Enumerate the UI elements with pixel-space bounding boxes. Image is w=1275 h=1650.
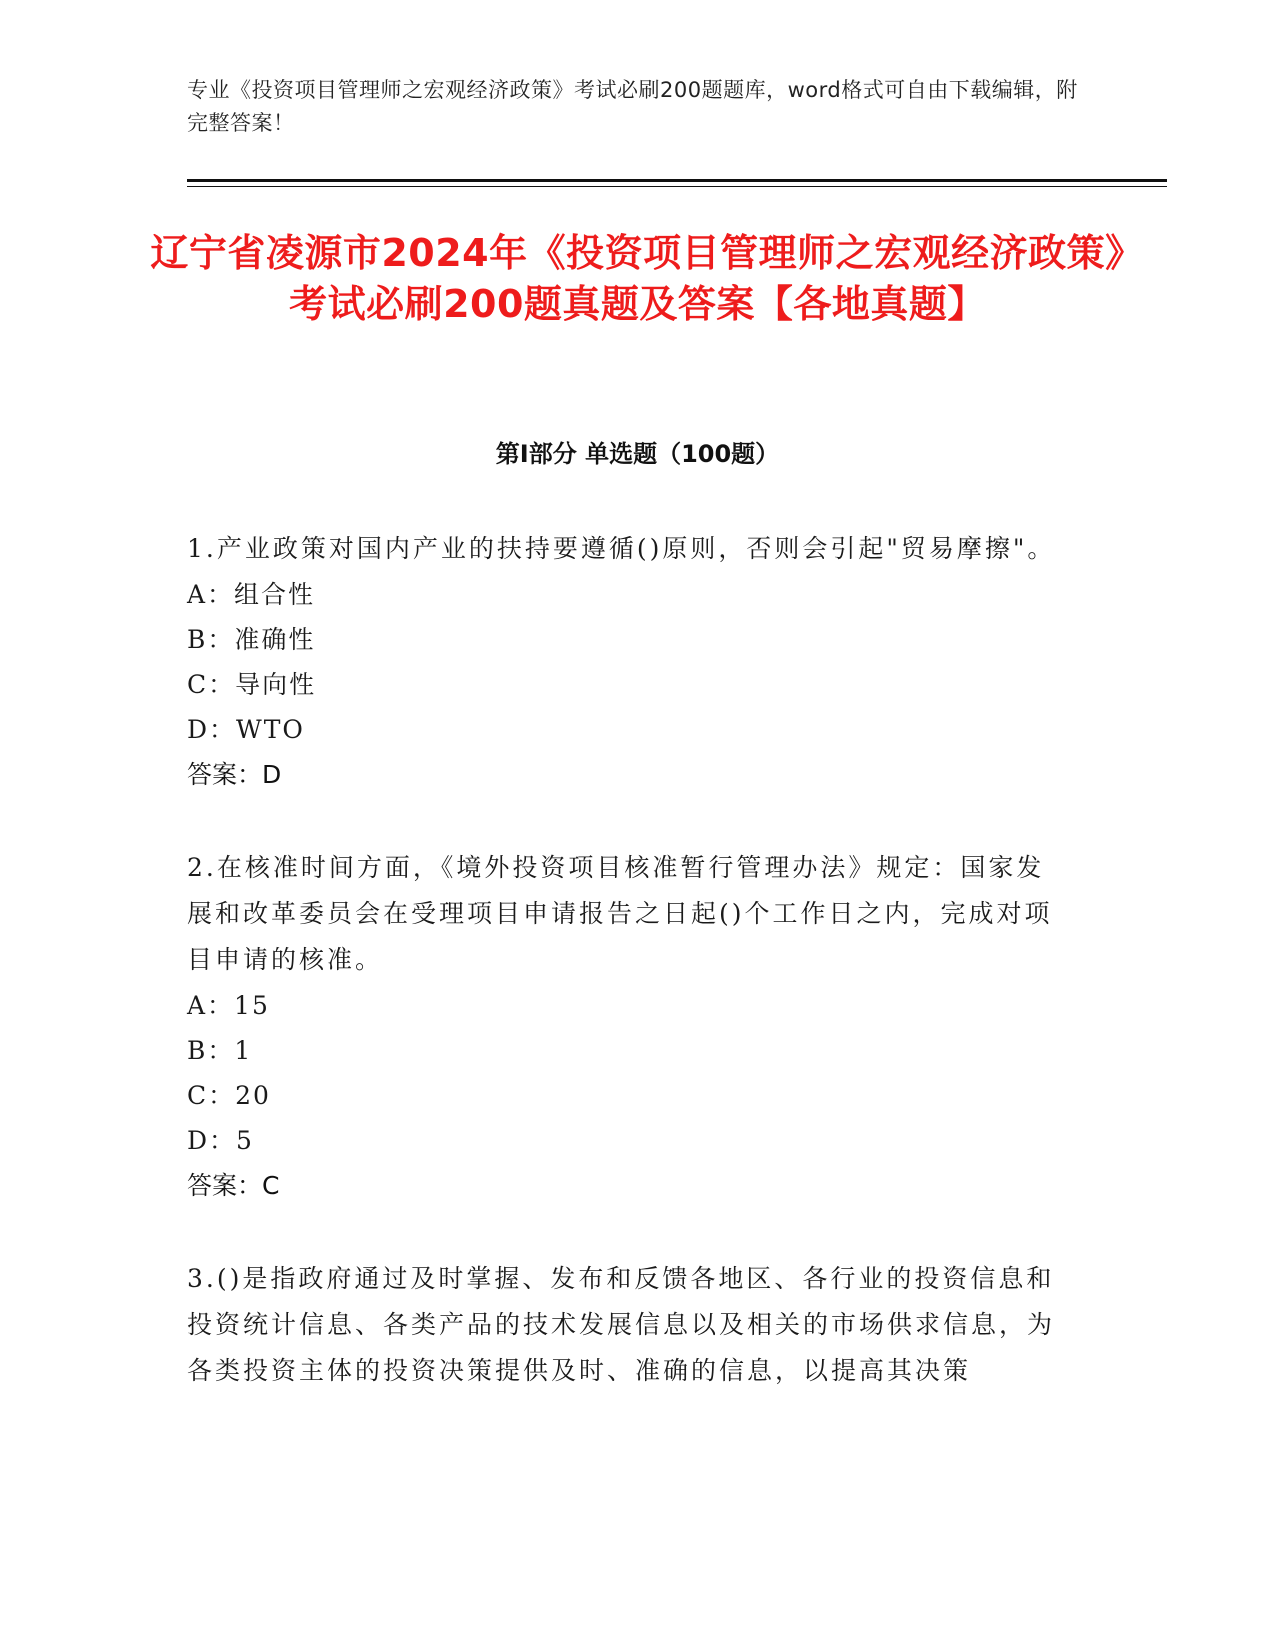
question-1 bbox=[187, 526, 1067, 797]
option-d: D：WTO bbox=[187, 715, 305, 744]
header-divider-thin bbox=[187, 186, 1167, 187]
option-b: B：准确性 bbox=[187, 625, 316, 654]
option-a: A：组合性 bbox=[187, 580, 316, 609]
question-2 bbox=[187, 845, 1067, 1208]
header-divider-thick bbox=[187, 179, 1167, 182]
option-a: A：15 bbox=[187, 991, 270, 1020]
answer-line: 答案：C bbox=[187, 1171, 280, 1200]
option-c: C：20 bbox=[187, 1081, 271, 1110]
question-3 bbox=[187, 1256, 1067, 1394]
question-text: 2.在核准时间方面，《境外投资项目核准暂行管理办法》规定：国家发展和改革委员会在受理项目申请报告之日起()个工作日之内，完成对项目申请的核准。 bbox=[187, 853, 1053, 974]
header-note: 专业《投资项目管理师之宏观经济政策》考试必刷200题题库，word格式可自由下载编辑，附完整答案！ bbox=[187, 78, 1078, 135]
option-d: D：5 bbox=[187, 1126, 254, 1155]
question-text: 1.产业政策对国内产业的扶持要遵循()原则，否则会引起"贸易摩擦"。 bbox=[187, 534, 1056, 563]
document-title: 辽宁省凌源市2024年《投资项目管理师之宏观经济政策》考试必刷200题真题及答案【各地真题】 bbox=[150, 231, 1125, 326]
question-list bbox=[187, 526, 1067, 1442]
option-c: C：导向性 bbox=[187, 670, 317, 699]
answer-line: 答案：D bbox=[187, 760, 282, 789]
section-heading: 第Ⅰ部分 单选题（100题） bbox=[495, 440, 780, 468]
option-b: B：1 bbox=[187, 1036, 253, 1065]
question-text: 3.()是指政府通过及时掌握、发布和反馈各地区、各行业的投资信息和投资统计信息、各类产品的技术发展信息以及相关的市场供求信息，为各类投资主体的投资决策提供及时、准确的信息，以提高其决策 bbox=[187, 1264, 1056, 1385]
